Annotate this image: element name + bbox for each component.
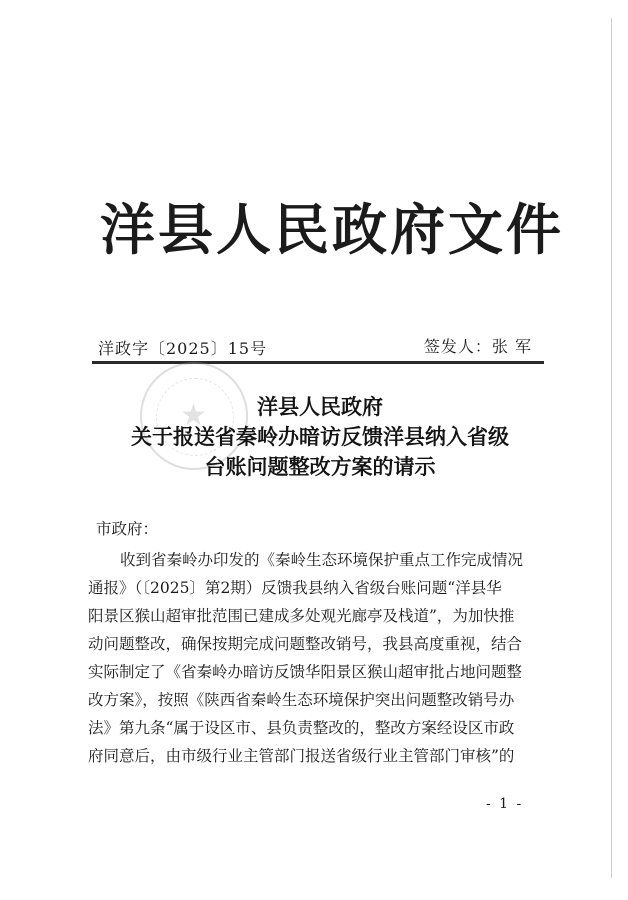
title-line: 台账问题整改方案的请示 [204, 454, 436, 479]
page-edge-line [611, 18, 612, 878]
body-line: 收到省秦岭办印发的《秦岭生态环境保护重点工作完成情况 [120, 551, 524, 569]
title-line: 关于报送省秦岭办暗访反馈洋县纳入省级 [131, 424, 509, 449]
page-number: - 1 - [486, 796, 524, 812]
header-divider [92, 361, 544, 364]
body-line: 实际制定了《省秦岭办暗访反馈华阳景区猴山超审批占地问题整 [88, 663, 523, 681]
document-number: 洋政字〔2025〕15号 [98, 339, 268, 358]
body-line: 府同意后，由市级行业主管部门报送省级行业主管部门审核”的 [88, 747, 515, 765]
document-title [90, 392, 550, 482]
document-header-title: 洋县人民政府文件 [100, 197, 565, 262]
signer-label: 签发人：张 军 [423, 337, 532, 356]
addressee: 市政府： [96, 520, 159, 538]
body-line: 通报》（〔2025〕第2期）反馈我县纳入省级台账问题“洋县华 [88, 579, 502, 597]
body-line: 阳景区猴山超审批范围已建成多处观光廊亭及栈道”，为加快推 [88, 607, 515, 625]
body-paragraph [88, 546, 544, 770]
seal-star-icon: ★ [180, 398, 207, 433]
title-line: 洋县人民政府 [257, 394, 383, 419]
body-line: 改方案》，按照《陕西省秦岭生态环境保护突出问题整改销号办 [88, 691, 515, 709]
body-line: 法》第九条“属于设区市、县负责整改的，整改方案经设区市政 [88, 719, 515, 737]
body-line: 动问题整改，确保按期完成问题整改销号，我县高度重视，结合 [88, 635, 523, 653]
